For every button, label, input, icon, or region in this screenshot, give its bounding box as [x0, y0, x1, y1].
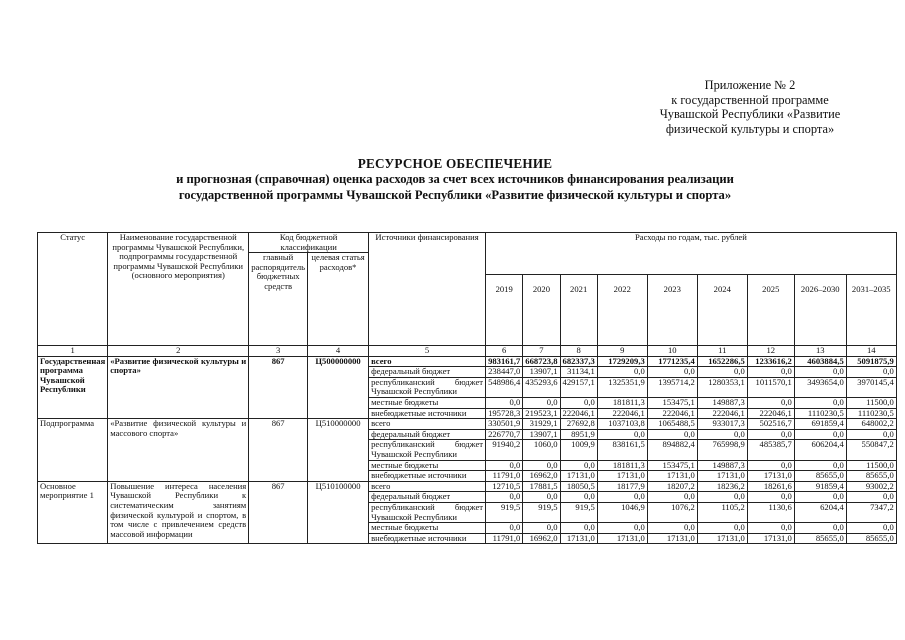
subprogram-block-name: «Развитие физической культуры и массового спорта»	[108, 419, 249, 482]
value-cell: 11500,0	[846, 397, 896, 408]
value-cell: 0,0	[560, 492, 597, 503]
header-year-8: 2031–2035	[846, 275, 896, 346]
value-cell: 1110230,5	[846, 408, 896, 419]
value-cell: 0,0	[486, 523, 523, 534]
column-index-cell: 11	[697, 346, 747, 357]
value-cell: 0,0	[597, 523, 647, 534]
value-cell: 0,0	[647, 367, 697, 378]
value-cell: 91859,4	[794, 481, 846, 492]
header-year-4: 2023	[647, 275, 697, 346]
resource-table	[37, 232, 897, 544]
value-cell: 222046,1	[697, 408, 747, 419]
source-cell: внебюджетные источники	[369, 471, 486, 482]
value-cell: 0,0	[560, 397, 597, 408]
value-cell: 0,0	[794, 523, 846, 534]
value-cell: 85655,0	[846, 533, 896, 544]
value-cell: 149887,3	[697, 397, 747, 408]
header-year-2: 2021	[560, 275, 597, 346]
value-cell: 1076,2	[647, 502, 697, 522]
value-cell: 0,0	[597, 492, 647, 503]
value-cell: 1060,0	[523, 440, 560, 460]
value-cell: 1325351,9	[597, 377, 647, 397]
value-cell: 11500,0	[846, 460, 896, 471]
value-cell: 0,0	[747, 429, 794, 440]
value-cell: 0,0	[846, 523, 896, 534]
value-cell: 502516,7	[747, 419, 794, 430]
value-cell: 85655,0	[846, 471, 896, 482]
column-index-cell: 6	[486, 346, 523, 357]
value-cell: 682337,3	[560, 356, 597, 367]
column-index-cell: 9	[597, 346, 647, 357]
subprogram-block-target: Ц510000000	[308, 419, 369, 482]
table-row	[38, 356, 897, 367]
value-cell: 16962,0	[523, 471, 560, 482]
value-cell: 1105,2	[697, 502, 747, 522]
document-subtitle-2: государственной программы Чувашской Республики «Развитие физической культуры и спорта»	[178, 188, 732, 202]
source-cell: местные бюджеты	[369, 397, 486, 408]
header-year-1: 2020	[523, 275, 560, 346]
value-cell: 18261,6	[747, 481, 794, 492]
value-cell: 0,0	[846, 429, 896, 440]
header-years-title: Расходы по годам, тыс. рублей	[486, 233, 897, 275]
value-cell: 0,0	[486, 397, 523, 408]
appendix-line-4: физической культуры и спорта»	[665, 121, 835, 136]
value-cell: 16962,0	[523, 533, 560, 544]
value-cell: 1011570,1	[747, 377, 794, 397]
value-cell: 181811,3	[597, 460, 647, 471]
column-index-cell: 10	[647, 346, 697, 357]
value-cell: 195728,3	[486, 408, 523, 419]
value-cell: 330501,9	[486, 419, 523, 430]
column-index-cell: 1	[38, 346, 108, 357]
column-index-cell: 2	[108, 346, 249, 357]
value-cell: 1729209,3	[597, 356, 647, 367]
value-cell: 153475,1	[647, 460, 697, 471]
value-cell: 18177,9	[597, 481, 647, 492]
value-cell: 85655,0	[794, 471, 846, 482]
value-cell: 1009,9	[560, 440, 597, 460]
subprogram-block-grbs: 867	[249, 419, 308, 482]
value-cell: 0,0	[794, 460, 846, 471]
column-index-cell: 8	[560, 346, 597, 357]
column-index-cell: 7	[523, 346, 560, 357]
value-cell: 6204,4	[794, 502, 846, 522]
value-cell: 548986,4	[486, 377, 523, 397]
appendix-line-2: к государственной программе	[671, 92, 829, 107]
source-cell: республиканский бюджет Чувашской Республики	[369, 502, 486, 522]
value-cell: 91940,2	[486, 440, 523, 460]
value-cell: 0,0	[486, 460, 523, 471]
value-cell: 0,0	[523, 492, 560, 503]
value-cell: 1280353,1	[697, 377, 747, 397]
value-cell: 222046,1	[560, 408, 597, 419]
column-index-cell: 12	[747, 346, 794, 357]
value-cell: 17131,0	[560, 533, 597, 544]
value-cell: 0,0	[794, 492, 846, 503]
header-year-6: 2025	[747, 275, 794, 346]
value-cell: 606204,4	[794, 440, 846, 460]
value-cell: 933017,3	[697, 419, 747, 430]
source-cell: местные бюджеты	[369, 460, 486, 471]
value-cell: 1065488,5	[647, 419, 697, 430]
value-cell: 691859,4	[794, 419, 846, 430]
value-cell: 181811,3	[597, 397, 647, 408]
column-index-row	[38, 346, 897, 357]
value-cell: 838161,5	[597, 440, 647, 460]
value-cell: 0,0	[846, 367, 896, 378]
main-activity-1-block-name: Повышение интереса населения Чувашской Республики к систематическим занятиям физической культурой и спортом, в том числе с привлечением средств массовой информации	[108, 481, 249, 544]
value-cell: 149887,3	[697, 460, 747, 471]
value-cell: 27692,8	[560, 419, 597, 430]
value-cell: 0,0	[747, 367, 794, 378]
header-budget-code: Код бюджетной классификации	[249, 233, 369, 253]
value-cell: 0,0	[697, 429, 747, 440]
table-row	[38, 481, 897, 492]
value-cell: 1046,9	[597, 502, 647, 522]
value-cell: 17131,0	[597, 471, 647, 482]
value-cell: 18207,2	[647, 481, 697, 492]
value-cell: 4603884,5	[794, 356, 846, 367]
appendix-block	[640, 78, 860, 136]
value-cell: 0,0	[747, 523, 794, 534]
source-cell: республиканский бюджет Чувашской Республики	[369, 377, 486, 397]
value-cell: 919,5	[560, 502, 597, 522]
value-cell: 668723,8	[523, 356, 560, 367]
value-cell: 0,0	[523, 460, 560, 471]
value-cell: 435293,6	[523, 377, 560, 397]
value-cell: 1233616,2	[747, 356, 794, 367]
value-cell: 11791,0	[486, 471, 523, 482]
header-year-5: 2024	[697, 275, 747, 346]
value-cell: 17131,0	[647, 471, 697, 482]
value-cell: 7347,2	[846, 502, 896, 522]
value-cell: 648002,2	[846, 419, 896, 430]
table-row	[38, 419, 897, 430]
value-cell: 0,0	[794, 367, 846, 378]
appendix-line-1: Приложение № 2	[704, 78, 796, 92]
value-cell: 238447,0	[486, 367, 523, 378]
header-grbs: главный распорядитель бюджетных средств	[249, 253, 308, 346]
value-cell: 0,0	[697, 367, 747, 378]
value-cell: 222046,1	[597, 408, 647, 419]
header-year-0: 2019	[486, 275, 523, 346]
value-cell: 226770,7	[486, 429, 523, 440]
value-cell: 1130,6	[747, 502, 794, 522]
column-index-cell: 4	[308, 346, 369, 357]
state-program-block-grbs: 867	[249, 356, 308, 419]
source-cell: всего	[369, 419, 486, 430]
value-cell: 1652286,5	[697, 356, 747, 367]
source-cell: всего	[369, 356, 486, 367]
value-cell: 0,0	[647, 492, 697, 503]
value-cell: 85655,0	[794, 533, 846, 544]
value-cell: 17131,0	[747, 471, 794, 482]
appendix-line-3: Чувашской Республики «Развитие	[659, 107, 841, 122]
column-index-cell: 13	[794, 346, 846, 357]
main-activity-1-block-target: Ц510100000	[308, 481, 369, 544]
value-cell: 919,5	[486, 502, 523, 522]
source-cell: федеральный бюджет	[369, 492, 486, 503]
header-sources: Источники финансирования	[369, 233, 486, 346]
document-subtitle-1: и прогнозная (справочная) оценка расходов за счет всех источников финансирования реализации	[176, 172, 734, 186]
value-cell: 0,0	[697, 492, 747, 503]
source-cell: местные бюджеты	[369, 523, 486, 534]
main-activity-1-block-status: Основное мероприятие 1	[38, 481, 108, 544]
value-cell: 18236,2	[697, 481, 747, 492]
value-cell: 983161,7	[486, 356, 523, 367]
source-cell: всего	[369, 481, 486, 492]
value-cell: 0,0	[794, 397, 846, 408]
value-cell: 93002,2	[846, 481, 896, 492]
value-cell: 1395714,2	[647, 377, 697, 397]
value-cell: 8951,9	[560, 429, 597, 440]
value-cell: 219523,1	[523, 408, 560, 419]
source-cell: республиканский бюджет Чувашской Республики	[369, 440, 486, 460]
value-cell: 17131,0	[597, 533, 647, 544]
value-cell: 17131,0	[560, 471, 597, 482]
source-cell: внебюджетные источники	[369, 533, 486, 544]
value-cell: 17881,5	[523, 481, 560, 492]
value-cell: 13907,1	[523, 367, 560, 378]
value-cell: 0,0	[747, 397, 794, 408]
column-index-cell: 5	[369, 346, 486, 357]
state-program-block-name: «Развитие физической культуры и спорта»	[108, 356, 249, 419]
value-cell: 0,0	[647, 429, 697, 440]
value-cell: 550847,2	[846, 440, 896, 460]
column-index-cell: 3	[249, 346, 308, 357]
value-cell: 17131,0	[747, 533, 794, 544]
value-cell: 0,0	[523, 397, 560, 408]
value-cell: 31929,1	[523, 419, 560, 430]
value-cell: 0,0	[523, 523, 560, 534]
value-cell: 13907,1	[523, 429, 560, 440]
value-cell: 3970145,4	[846, 377, 896, 397]
value-cell: 485385,7	[747, 440, 794, 460]
value-cell: 31134,1	[560, 367, 597, 378]
value-cell: 0,0	[560, 460, 597, 471]
value-cell: 0,0	[647, 523, 697, 534]
value-cell: 765998,9	[697, 440, 747, 460]
value-cell: 5091875,9	[846, 356, 896, 367]
value-cell: 18050,5	[560, 481, 597, 492]
subprogram-block-status: Подпрограмма	[38, 419, 108, 482]
value-cell: 0,0	[846, 492, 896, 503]
value-cell: 0,0	[747, 460, 794, 471]
value-cell: 0,0	[794, 429, 846, 440]
source-cell: федеральный бюджет	[369, 367, 486, 378]
header-year-7: 2026–2030	[794, 275, 846, 346]
header-target: целевая статья расходов*	[308, 253, 369, 346]
value-cell: 1110230,5	[794, 408, 846, 419]
state-program-block-target: Ц500000000	[308, 356, 369, 419]
value-cell: 0,0	[597, 367, 647, 378]
header-year-3: 2022	[597, 275, 647, 346]
value-cell: 12710,5	[486, 481, 523, 492]
main-activity-1-block-grbs: 867	[249, 481, 308, 544]
value-cell: 0,0	[486, 492, 523, 503]
value-cell: 0,0	[747, 492, 794, 503]
source-cell: федеральный бюджет	[369, 429, 486, 440]
header-name: Наименование государственной программы Чувашской Республики, подпрограммы государственной программы Чувашской Республики (основного мероприятия)	[108, 233, 249, 346]
value-cell: 153475,1	[647, 397, 697, 408]
header-status: Статус	[38, 233, 108, 346]
header-row-1	[38, 233, 897, 253]
value-cell: 0,0	[697, 523, 747, 534]
value-cell: 1037103,8	[597, 419, 647, 430]
value-cell: 11791,0	[486, 533, 523, 544]
state-program-block-status: Государственная программа Чувашской Республики	[38, 356, 108, 419]
column-index-cell: 14	[846, 346, 896, 357]
source-cell: внебюджетные источники	[369, 408, 486, 419]
document-title: РЕСУРСНОЕ ОБЕСПЕЧЕНИЕ	[357, 156, 553, 171]
value-cell: 17131,0	[697, 533, 747, 544]
value-cell: 0,0	[560, 523, 597, 534]
value-cell: 429157,1	[560, 377, 597, 397]
value-cell: 3493654,0	[794, 377, 846, 397]
value-cell: 222046,1	[647, 408, 697, 419]
value-cell: 0,0	[597, 429, 647, 440]
value-cell: 894882,4	[647, 440, 697, 460]
value-cell: 1771235,4	[647, 356, 697, 367]
value-cell: 17131,0	[647, 533, 697, 544]
value-cell: 222046,1	[747, 408, 794, 419]
value-cell: 919,5	[523, 502, 560, 522]
value-cell: 17131,0	[697, 471, 747, 482]
